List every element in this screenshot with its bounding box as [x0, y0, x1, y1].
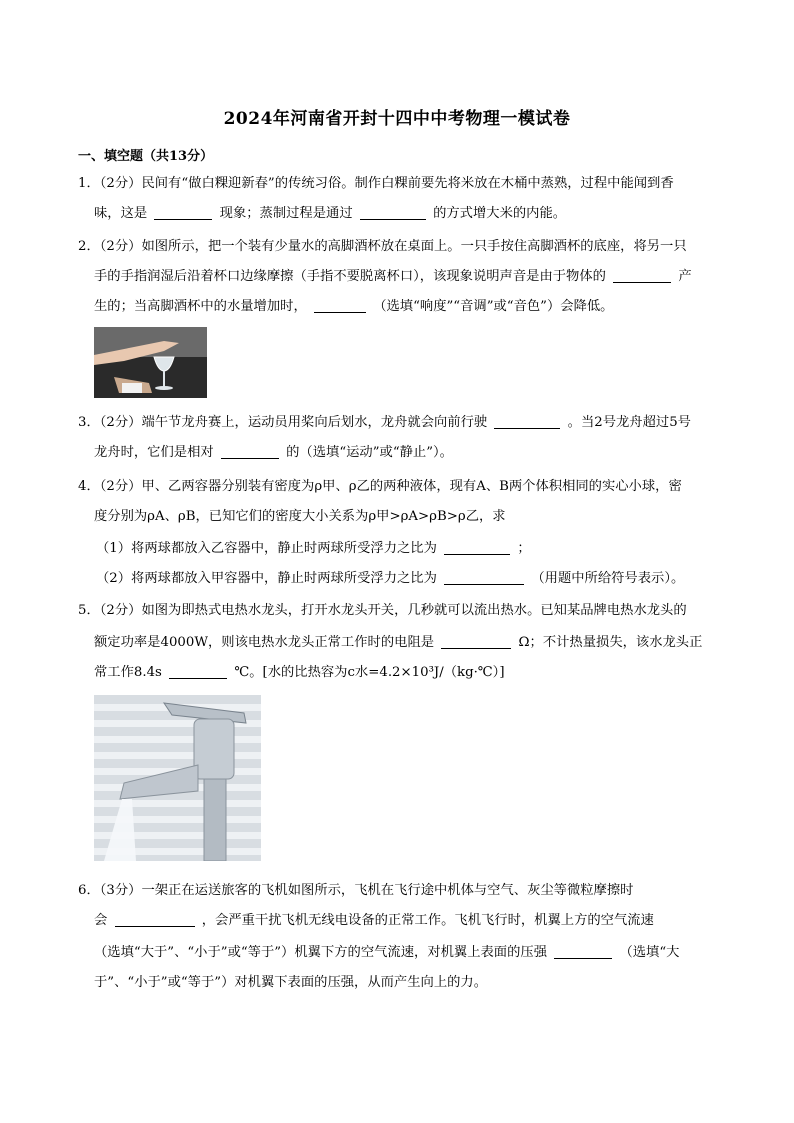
- q5-line1: 5．（2分）如图为即热式电热水龙头，打开水龙头开关，几秒就可以流出热水。已知某品牌电热水龙头的: [78, 603, 687, 618]
- q3-blank-1: [494, 414, 560, 429]
- q2-line2: [94, 268, 734, 286]
- q5-blank-1: [441, 634, 511, 649]
- q5-line2: [94, 634, 734, 652]
- q3-text-b: 。当2号龙舟超过5号: [567, 415, 691, 430]
- q2-blank-2: [314, 298, 366, 313]
- q4-sub1-end: ；: [517, 541, 531, 556]
- q3-line1: [78, 414, 718, 432]
- q3-line2: [94, 444, 734, 462]
- page-title: 2024年河南省开封十四中中考物理一模试卷: [223, 109, 571, 129]
- q1-text-b: 现象；蒸制过程是通过: [219, 206, 353, 221]
- q3-text-c: 龙舟时，它们是相对: [94, 445, 214, 460]
- q3-blank-2: [221, 444, 279, 459]
- q4-line1: 4．（2分）甲、乙两容器分别装有密度为ρ甲、ρ乙的两种液体，现有A、B两个体积相同的实心小球，密: [78, 479, 682, 494]
- q6-line3: [94, 944, 734, 962]
- q2-text-a: 手的手指润湿后沿着杯口边缘摩擦（手指不要脱离杯口），该现象说明声音是由于物体的: [94, 269, 606, 284]
- q6-line2: [94, 912, 734, 930]
- q4-sub2-text: （2）将两球都放入甲容器中，静止时两球所受浮力之比为: [96, 571, 437, 586]
- q3-text-d: 的（选填“运动”或“静止”）。: [286, 445, 453, 460]
- q6-text-d: （选填“大: [619, 945, 680, 960]
- q6-blank-2: [554, 944, 612, 959]
- faucet-photo: [94, 695, 261, 861]
- q5-text-d: ℃。[水的比热容为c水=4.2×10³J/（kg·℃）]: [234, 665, 505, 680]
- q6-text-b: ，会严重干扰飞机无线电设备的正常工作。飞机飞行时，机翼上方的空气流速: [201, 913, 654, 928]
- q1-line2: [94, 205, 734, 223]
- q3-text-a: 3．（2分）端午节龙舟赛上，运动员用桨向后划水，龙舟就会向前行驶: [78, 415, 488, 430]
- q5-text-a: 额定功率是4000W，则该电热水龙头正常工作时的电阻是: [94, 635, 435, 650]
- section-heading: 一、填空题（共13分）: [78, 149, 214, 164]
- q6-text-c: （选填“大于”、“小于”或“等于”）机翼下方的空气流速，对机翼上表面的压强: [94, 945, 547, 960]
- q6-line1: 6．（3分）一架正在运送旅客的飞机如图所示，飞机在飞行途中机体与空气、灰尘等微粒摩擦时: [78, 883, 634, 898]
- q4-sub1-text: （1）将两球都放入乙容器中，静止时两球所受浮力之比为: [96, 541, 437, 556]
- q2-line1: 2．（2分）如图所示，把一个装有少量水的高脚酒杯放在桌面上。一只手按住高脚酒杯的底座，将另一只: [78, 239, 687, 254]
- q2-text-b: 产: [678, 269, 692, 284]
- q4-sub2: [96, 570, 736, 588]
- q6-text-a: 会: [94, 913, 108, 928]
- q4-sub2-end: （用题中所给符号表示）。: [531, 571, 685, 586]
- q2-text-c: 生的；当高脚酒杯中的水量增加时，: [94, 299, 307, 314]
- q2-blank-1: [613, 268, 671, 283]
- q1-blank-2: [360, 205, 426, 220]
- q5-text-b: Ω；不计热量损失，该水龙头正: [518, 635, 703, 650]
- q5-line3: [94, 664, 734, 682]
- q1-text-c: 的方式增大米的内能。: [433, 206, 567, 221]
- q4-blank-1: [444, 540, 510, 555]
- q4-line2: 度分别为ρA、ρB，已知它们的密度大小关系为ρ甲>ρA>ρB>ρ乙，求: [94, 509, 506, 524]
- q6-line4: 于”、“小于”或“等于”）对机翼下表面的压强，从而产生向上的力。: [94, 975, 488, 990]
- q1-line1: 1．（2分）民间有“做白粿迎新春”的传统习俗。制作白粿前要先将米放在木桶中蒸熟，过程中能闻到香: [78, 176, 674, 191]
- wine-glass-photo: [94, 327, 207, 398]
- q4-sub1: [96, 540, 736, 558]
- q6-blank-1: [115, 912, 195, 927]
- q2-text-d: （选填“响度”“音调”或“音色”）会降低。: [373, 299, 614, 314]
- q1-text-a: 味，这是: [94, 206, 148, 221]
- q1-blank-1: [154, 205, 212, 220]
- q5-blank-2: [169, 664, 227, 679]
- q5-text-c: 常工作8.4s: [94, 665, 162, 680]
- q4-blank-2: [444, 570, 524, 585]
- q2-line3: [94, 298, 734, 316]
